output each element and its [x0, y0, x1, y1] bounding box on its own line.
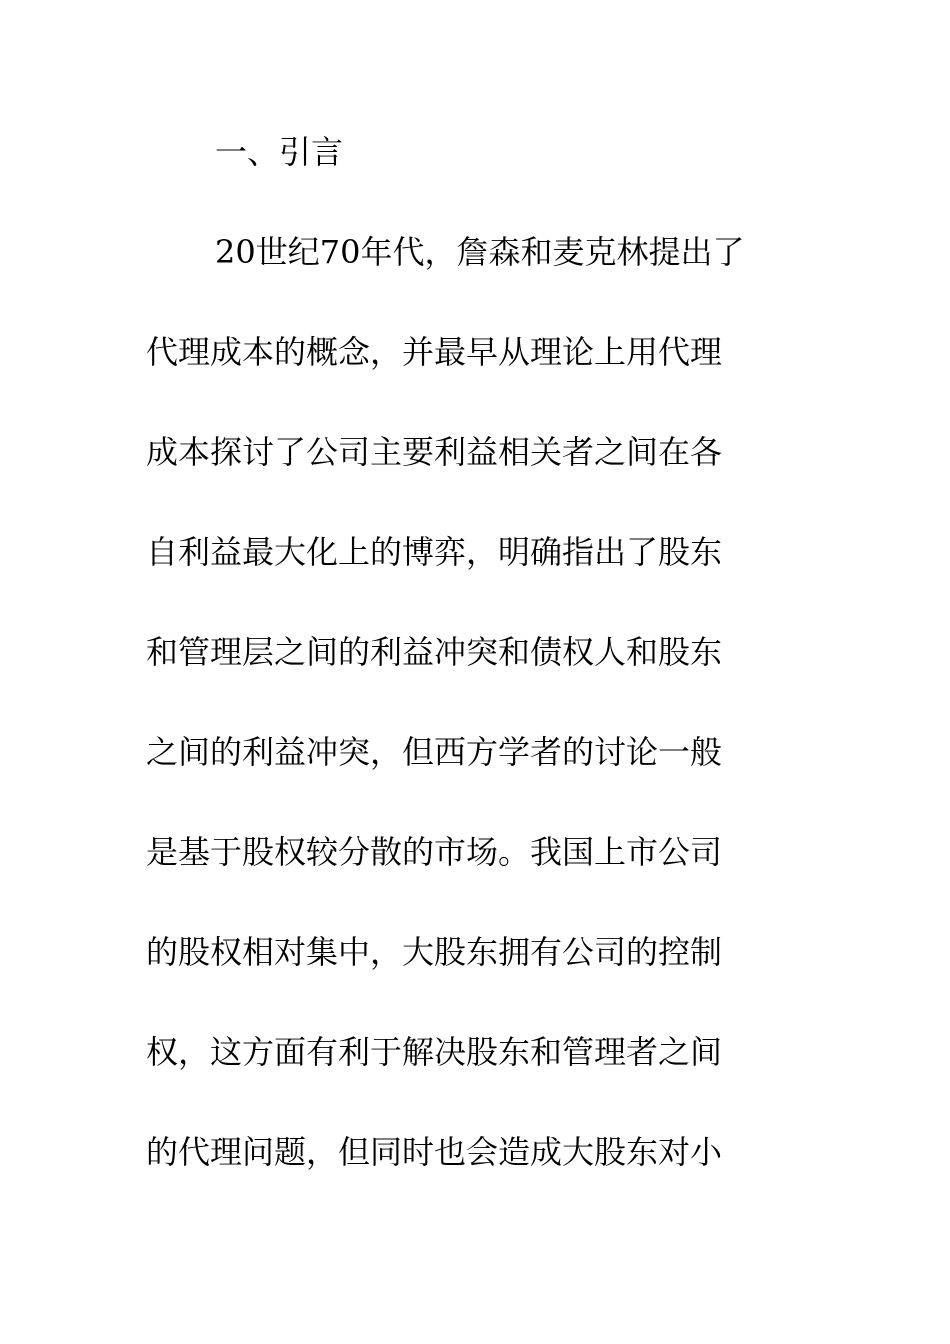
paragraph-line-9: 权，这方面有利于解决股东和管理者之间: [146, 1033, 723, 1071]
paragraph-line-8: 的股权相对集中，大股东拥有公司的控制: [146, 933, 723, 971]
paragraph-line-7: 是基于股权较分散的市场。我国上市公司: [146, 833, 723, 871]
paragraph-line-4: 自利益最大化上的博弈，明确指出了股东: [146, 533, 723, 571]
paragraph-line-1: 20世纪70年代，詹森和麦克林提出了: [215, 233, 745, 271]
paragraph-line-3: 成本探讨了公司主要利益相关者之间在各: [146, 433, 723, 471]
paragraph-line-6: 之间的利益冲突，但西方学者的讨论一般: [146, 733, 723, 771]
section-heading: 一、引言: [215, 133, 344, 171]
paragraph-line-2: 代理成本的概念，并最早从理论上用代理: [146, 333, 723, 371]
paragraph-line-5: 和管理层之间的利益冲突和债权人和股东: [146, 633, 723, 671]
paragraph-line-10: 的代理问题，但同时也会造成大股东对小: [146, 1133, 723, 1171]
